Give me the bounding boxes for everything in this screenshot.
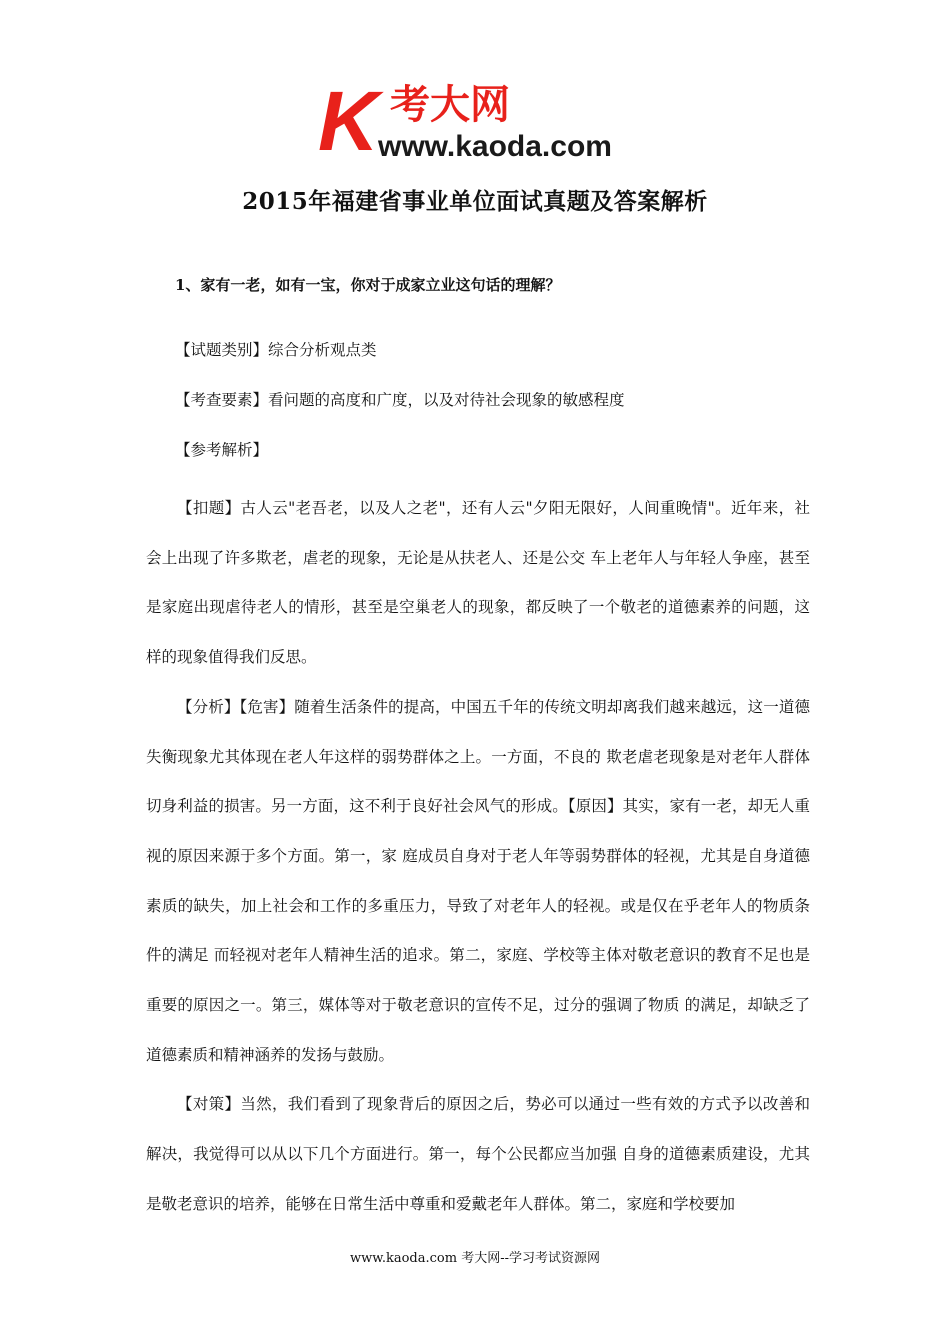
logo-cn-name: 考大网 xyxy=(390,82,510,128)
analysis-body xyxy=(146,484,810,1230)
question-heading: 1、家有一老，如有一宝，你对于成家立业这句话的理解？ xyxy=(175,276,561,294)
logo-letter: K xyxy=(318,80,379,160)
paragraph-duice: 【对策】当然，我们看到了现象背后的原因之后，势必可以通过一些有效的方式予以改善和解决，我觉得可以从以下几个方面进行。第一，每个公民都应当加强 自身的道德素质建设，尤其是敬老意识的培养，能够在日常生活中尊重和爱戴老年人群体。第二，家庭和学校要加 xyxy=(146,1095,810,1213)
kaoda-logo-graphic xyxy=(318,80,640,160)
paragraph-fenxi: 【分析】【危害】随着生活条件的提高，中国五千年的传统文明却离我们越来越远，这一道德失衡现象尤其体现在老人年这样的弱势群体之上。一方面，不良的 欺老虐老现象是对老年人群体切身利益的损害。另一方面，这不利于良好社会风气的形成。【原因】其实，家有一老，却无人重视的原因来源于多个方面。第一，家 庭成员自身对于老人年等弱势群体的轻视，尤其是自身道德素质的缺失，加上社会和工作的多重压力，导致了对老年人的轻视。或是仅在乎老年人的物质条件的满足 而轻视对老年人精神生活的追求。第二，家庭、学校等主体对敬老意识的教育不足也是重要的原因之一。第三，媒体等对于敬老意识的宣传不足，过分的强调了物质 的满足，却缺乏了道德素质和精神涵养的发扬与鼓励。 xyxy=(146,697,810,1064)
page-footer: www.kaoda.com 考大网--学习考试资源网 xyxy=(350,1251,600,1266)
paragraph-koti: 【扣题】古人云"老吾老，以及人之老"，还有人云"夕阳无限好，人间重晚情"。近年来，社会上出现了许多欺老，虐老的现象，无论是从扶老人、还是公交 车上老年人与年轻人争座，甚至是家庭出现虐待老人的情形，甚至是空巢老人的现象，都反映了一个敬老的道德素养的问题，这样的现象值得我们反思。 xyxy=(146,499,810,667)
analysis-heading: 【参考解析】 xyxy=(175,441,269,459)
kaoda-logo xyxy=(318,80,640,160)
document-title: 2015年福建省事业单位面试真题及答案解析 xyxy=(242,188,708,215)
logo-url: www.kaoda.com xyxy=(378,130,612,160)
category-line: 【试题类别】综合分析观点类 xyxy=(175,341,377,359)
elements-line: 【考查要素】看问题的高度和广度，以及对待社会现象的敏感程度 xyxy=(175,391,625,409)
